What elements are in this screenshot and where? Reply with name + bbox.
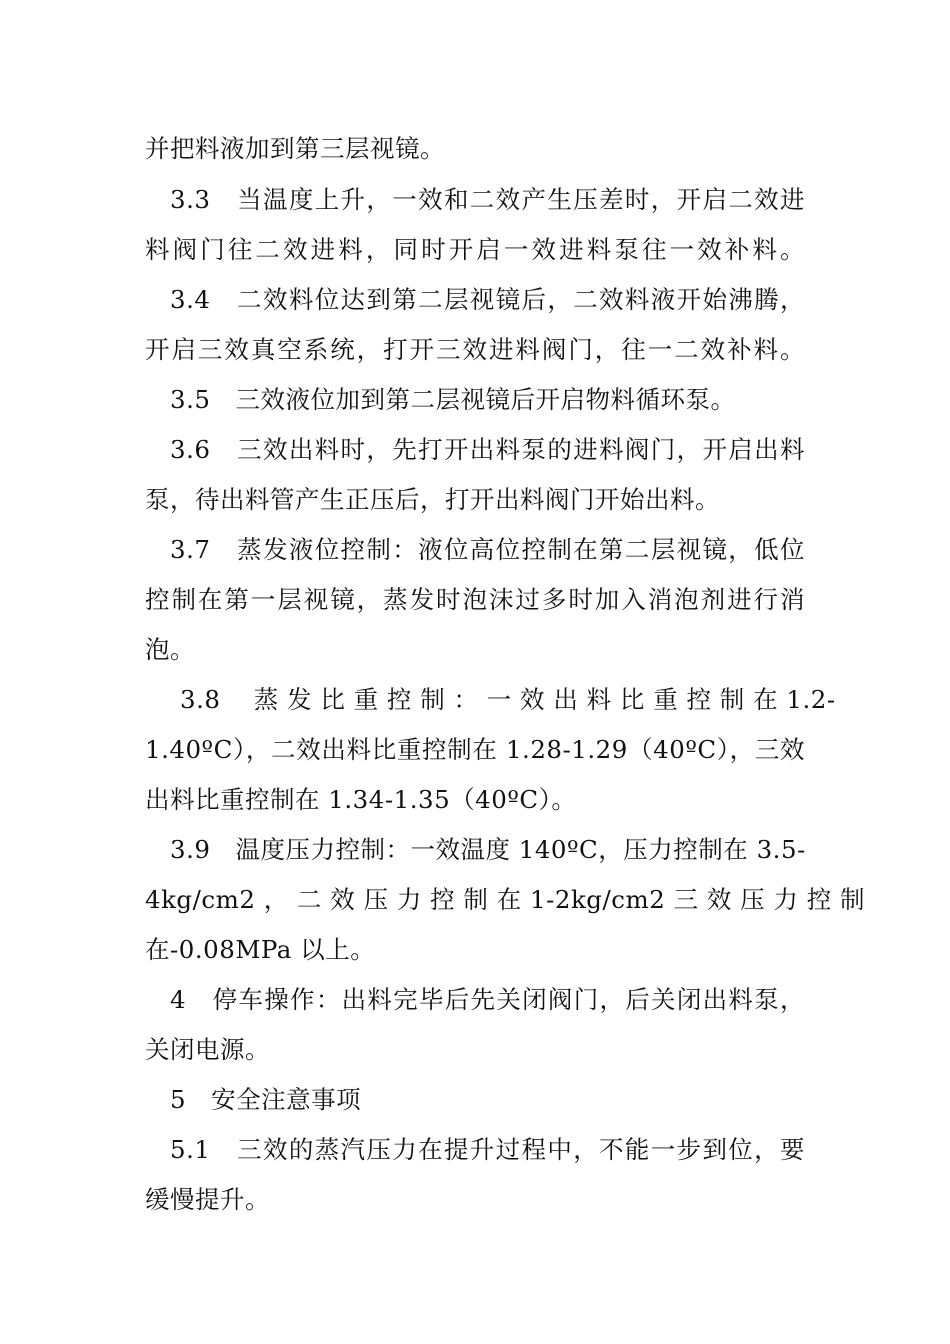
- text-line: 泡。: [145, 635, 195, 664]
- text-line: 1.40ºC），二效出料比重控制在 1.28-1.29（40ºC），三效: [145, 735, 805, 764]
- text-line: 料阀门往二效进料，同时开启一效进料泵往一效补料。: [145, 235, 805, 264]
- text-line: 泵，待出料管产生正压后，打开出料阀门开始出料。: [145, 485, 720, 514]
- text-line: 3.4 二效料位达到第二层视镜后，二效料液开始沸腾，: [170, 285, 805, 314]
- text-line: 4 停车操作：出料完毕后先关闭阀门，后关闭出料泵，: [170, 985, 805, 1014]
- text-line: 3.3 当温度上升，一效和二效产生压差时，开启二效进: [170, 185, 805, 214]
- text-line: 3.9 温度压力控制：一效温度 140ºC，压力控制在 3.5-: [170, 835, 806, 864]
- text-line: 关闭电源。: [145, 1035, 270, 1064]
- text-line: 3.8 蒸 发 比 重 控 制 ： 一 效 出 料 比 重 控 制 在 1.2-: [180, 685, 836, 714]
- text-line: 开启三效真空系统，打开三效进料阀门，往一二效补料。: [145, 335, 805, 364]
- text-line: 并把料液加到第三层视镜。: [145, 134, 445, 163]
- section-heading: 5 安全注意事项: [170, 1085, 362, 1114]
- text-line: 3.7 蒸发液位控制：液位高位控制在第二层视镜，低位: [170, 535, 805, 564]
- text-line: 在-0.08MPa 以上。: [145, 935, 376, 964]
- text-line: 3.5 三效液位加到第二层视镜后开启物料循环泵。: [170, 385, 736, 414]
- text-line: 缓慢提升。: [145, 1185, 270, 1214]
- text-line: 4kg/cm2 ， 二 效 压 力 控 制 在 1-2kg/cm2 三 效 压 力 控 制: [145, 885, 866, 914]
- text-line: 5.1 三效的蒸汽压力在提升过程中，不能一步到位，要: [170, 1135, 805, 1164]
- text-line: 3.6 三效出料时，先打开出料泵的进料阀门，开启出料: [170, 435, 805, 464]
- text-line: 出料比重控制在 1.34-1.35（40ºC）。: [145, 785, 577, 814]
- text-line: 控制在第一层视镜，蒸发时泡沫过多时加入消泡剂进行消: [145, 585, 805, 614]
